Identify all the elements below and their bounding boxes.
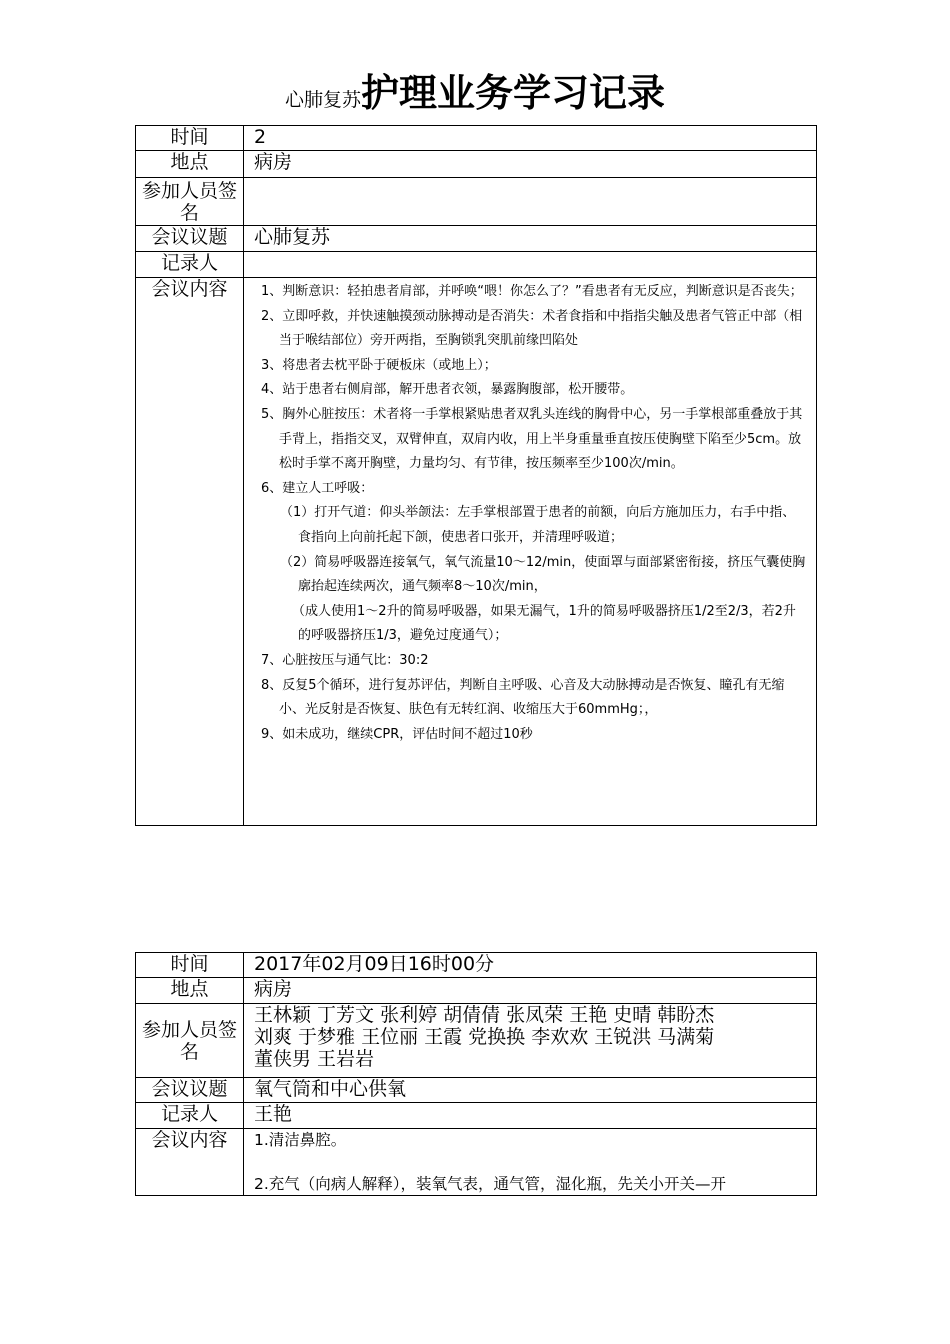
row-place-2 (136, 978, 817, 1004)
title-main: 护理业务学习记录 (361, 71, 666, 115)
row-place (136, 151, 817, 178)
row-content (136, 278, 817, 826)
row-time (136, 126, 817, 151)
content-2-line: 2.充气（向病人解释），装氧气表，通气管，湿化瓶，先关小开关—开 (254, 1175, 727, 1193)
content-list (244, 278, 816, 747)
content-item: 3、将患者去枕平卧于硬板床（或地上）； (261, 357, 497, 373)
label-recorder-2: 记录人 (136, 1103, 244, 1129)
label-recorder: 记录人 (136, 252, 244, 278)
row-participants (136, 178, 817, 226)
row-participants-2 (136, 1004, 817, 1078)
label-topic-2: 会议议题 (136, 1078, 244, 1103)
value-participants-2 (244, 1004, 817, 1078)
label-content: 会议内容 (136, 278, 244, 826)
value-participants (244, 178, 817, 226)
content-item: 2、立即呼救，并快速触摸颈动脉搏动是否消失：术者食指和中指指尖触及患者气管正中部（相当于喉结部位）旁开两指，至胸锁乳突肌前缘凹陷处 (261, 308, 803, 349)
value-topic-2: 氧气筒和中心供氧 (244, 1078, 817, 1103)
content-2-line: 1.清洁鼻腔。 (254, 1131, 347, 1149)
content-item: 7、心脏按压与通气比：30:2 (261, 652, 429, 668)
participant-line: 王林颖 丁芳文 张利婷 胡倩倩 张凤荣 王艳 史晴 韩盼杰 (254, 1004, 715, 1026)
value-recorder (244, 252, 817, 278)
row-topic-2 (136, 1078, 817, 1103)
content-item: 1、判断意识：轻拍患者肩部，并呼唤“喂！你怎么了？”看患者有无反应，判断意识是否丧失； (261, 284, 803, 299)
record-table-2 (135, 952, 817, 1196)
content-item: （成人使用1～2升的简易呼吸器，如果无漏气，1升的简易呼吸器挤压1/2至2/3，若2升的呼吸器挤压1/3，避免过度通气）； (292, 603, 796, 644)
value-time-2: 2017年02月09日16时00分 (244, 953, 817, 978)
row-recorder (136, 252, 817, 278)
label-participants: 参加人员签名 (136, 178, 244, 226)
content-item: 5、胸外心脏按压：术者将一手掌根紧贴患者双乳头连线的胸骨中心，另一手掌根部重叠放于其手背上，指指交叉，双臂伸直，双肩内收，用上半身重量垂直按压使胸壁下陷至少5cm。放松时手掌不离开胸壁，力量均匀、有节律，按压频率至少100次/min。 (261, 406, 803, 472)
value-place: 病房 (244, 151, 817, 178)
value-content (244, 278, 817, 826)
record-table-1 (135, 125, 817, 826)
content-item: （1）打开气道：仰头举颌法：左手掌根部置于患者的前额，向后方施加压力，右手中指、食指向上向前托起下颌，使患者口张开，并清理呼吸道； (280, 505, 796, 545)
value-recorder-2: 王艳 (244, 1103, 817, 1129)
value-content-2 (244, 1129, 817, 1196)
content-2 (244, 1129, 816, 1195)
value-time: 2 (244, 126, 817, 151)
row-topic (136, 226, 817, 252)
content-item: 6、建立人工呼吸： (261, 480, 374, 496)
content-item: 8、反复5个循环，进行复苏评估，判断自主呼吸、心音及大动脉搏动是否恢复、瞳孔有无缩小、光反射是否恢复、肤色有无转红润、收缩压大于60mmHg；， (261, 677, 785, 718)
label-time: 时间 (136, 126, 244, 151)
label-time-2: 时间 (136, 953, 244, 978)
participant-line: 董侠男 王岩岩 (254, 1048, 375, 1070)
label-place: 地点 (136, 151, 244, 178)
row-time-2 (136, 953, 817, 978)
value-place-2: 病房 (244, 978, 817, 1004)
label-place-2: 地点 (136, 978, 244, 1004)
content-item: 4、站于患者右侧肩部，解开患者衣领，暴露胸腹部，松开腰带。 (261, 382, 634, 398)
value-topic: 心肺复苏 (244, 226, 817, 252)
row-recorder-2 (136, 1103, 817, 1129)
title-prefix: 心肺复苏 (284, 89, 361, 111)
row-content-2 (136, 1129, 817, 1196)
document-title (0, 62, 950, 117)
participant-line: 刘爽 于梦雅 王位丽 王霞 党换换 李欢欢 王锐洪 马满菊 (254, 1026, 715, 1048)
content-item: （2）简易呼吸器连接氧气，氧气流量10～12/min，使面罩与面部紧密衔接，挤压气囊使胸廓抬起连续两次，通气频率8～10次/min， (280, 554, 806, 595)
content-item: 9、如未成功，继续CPR，评估时间不超过10秒 (261, 726, 533, 742)
label-topic: 会议议题 (136, 226, 244, 252)
label-participants-2: 参加人员签名 (136, 1004, 244, 1078)
label-content-2: 会议内容 (136, 1129, 244, 1196)
